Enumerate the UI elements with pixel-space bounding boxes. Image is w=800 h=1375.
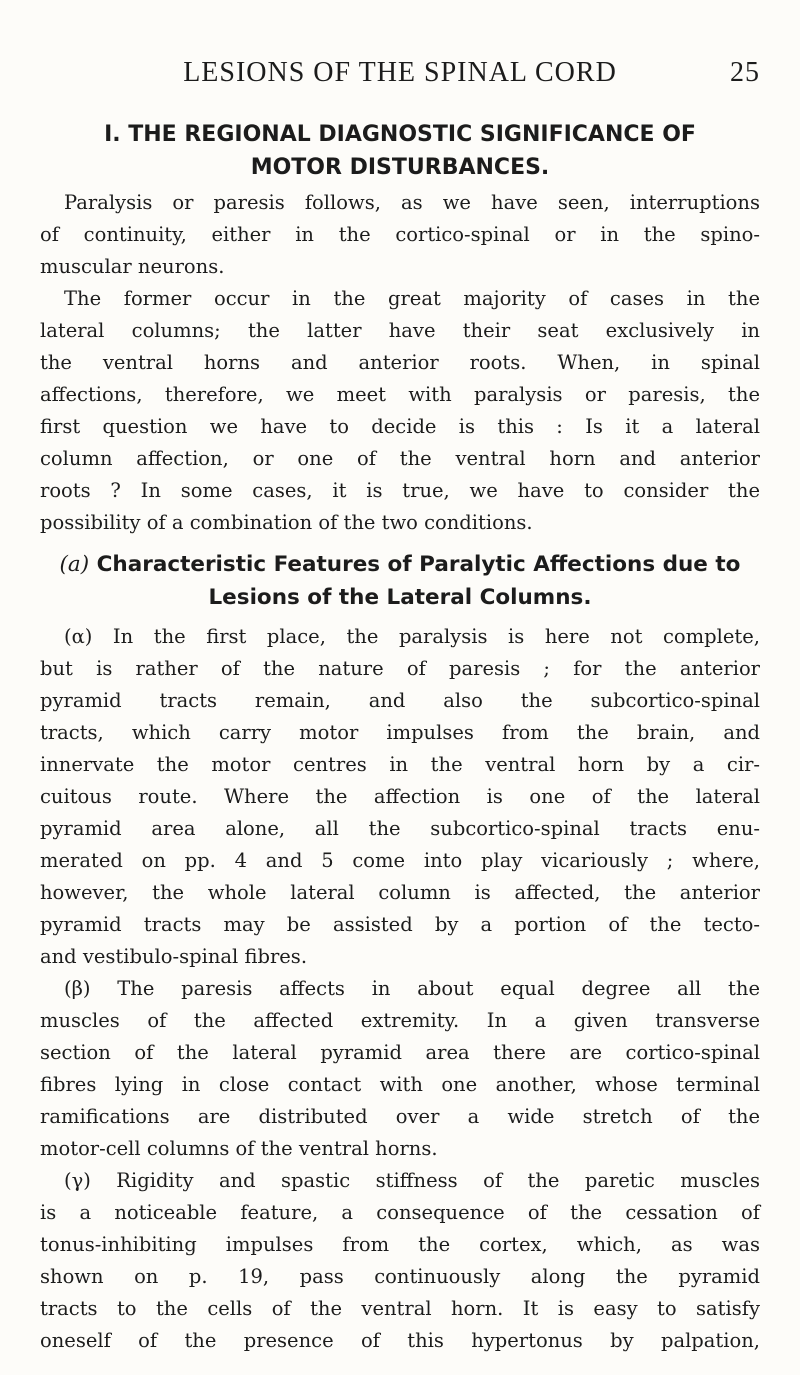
text-line: innervate the motor centres in the ventral horn by a cir-	[40, 753, 760, 776]
text-line: pyramid area alone, all the subcortico-spinal tracts enu-	[40, 817, 760, 840]
subsection-marker: (a)	[59, 552, 90, 577]
text-line: tonus-inhibiting impulses from the cortex, which, as was	[40, 1233, 760, 1256]
section-title-line-1: I. THE REGIONAL DIAGNOSTIC SIGNIFICANCE OF	[104, 122, 696, 147]
text-line: (α) In the first place, the paralysis is here not complete,	[64, 625, 760, 648]
text-line: the ventral horns and anterior roots. When, in spinal	[40, 351, 760, 374]
text-line: motor-cell columns of the ventral horns.	[40, 1137, 438, 1160]
text-line: Paralysis or paresis follows, as we have seen, interruptions	[64, 191, 760, 214]
text-line: and vestibulo-spinal fibres.	[40, 945, 308, 968]
text-line: possibility of a combination of the two conditions.	[40, 511, 533, 534]
text-line: cuitous route. Where the affection is one of the lateral	[40, 785, 760, 808]
subsection-title-line-1	[40, 548, 760, 581]
text-line: fibres lying in close contact with one another, whose terminal	[40, 1073, 760, 1096]
subsection-title-line-2: Lesions of the Lateral Columns.	[208, 585, 592, 610]
section-title	[40, 118, 760, 184]
text-line: tracts to the cells of the ventral horn. It is easy to satisfy	[40, 1297, 760, 1320]
text-line: muscular neurons.	[40, 255, 225, 278]
section-title-line-2: MOTOR DISTURBANCES.	[250, 155, 550, 180]
text-line: (γ) Rigidity and spastic stiffness of the paretic muscles	[64, 1169, 760, 1192]
text-line: first question we have to decide is this : Is it a lateral	[40, 415, 760, 438]
text-line: pyramid tracts remain, and also the subcortico-spinal	[40, 689, 760, 712]
text-line: of continuity, either in the cortico-spinal or in the spino-	[40, 223, 760, 246]
text-line: affections, therefore, we meet with paralysis or paresis, the	[40, 383, 760, 406]
text-line: column affection, or one of the ventral horn and anterior	[40, 447, 760, 470]
text-line: tracts, which carry motor impulses from the brain, and	[40, 721, 760, 744]
text-line: lateral columns; the latter have their seat exclusively in	[40, 319, 760, 342]
text-line: muscles of the affected extremity. In a given transverse	[40, 1009, 760, 1032]
page-number: 25	[730, 57, 760, 88]
text-line: is a noticeable feature, a consequence of the cessation of	[40, 1201, 760, 1224]
text-line: oneself of the presence of this hypertonus by palpation,	[40, 1329, 760, 1352]
text-line: merated on pp. 4 and 5 come into play vicariously ; where,	[40, 849, 760, 872]
text-line: shown on p. 19, pass continuously along the pyramid	[40, 1265, 760, 1288]
text-line: roots ? In some cases, it is true, we have to consider the	[40, 479, 760, 502]
text-line: ramifications are distributed over a wide stretch of the	[40, 1105, 760, 1128]
subsection-title	[40, 548, 760, 614]
running-head	[40, 57, 760, 91]
text-line: but is rather of the nature of paresis ; for the anterior	[40, 657, 760, 680]
subsection-title-text-1: Characteristic Features of Paralytic Affections due to	[89, 552, 741, 577]
text-line: section of the lateral pyramid area there are cortico-spinal	[40, 1041, 760, 1064]
text-line: The former occur in the great majority of cases in the	[64, 287, 760, 310]
running-head-title: LESIONS OF THE SPINAL CORD	[183, 57, 617, 88]
text-line: pyramid tracts may be assisted by a portion of the tecto-	[40, 913, 760, 936]
text-line: however, the whole lateral column is affected, the anterior	[40, 881, 760, 904]
text-line: (β) The paresis affects in about equal degree all the	[64, 977, 760, 1000]
